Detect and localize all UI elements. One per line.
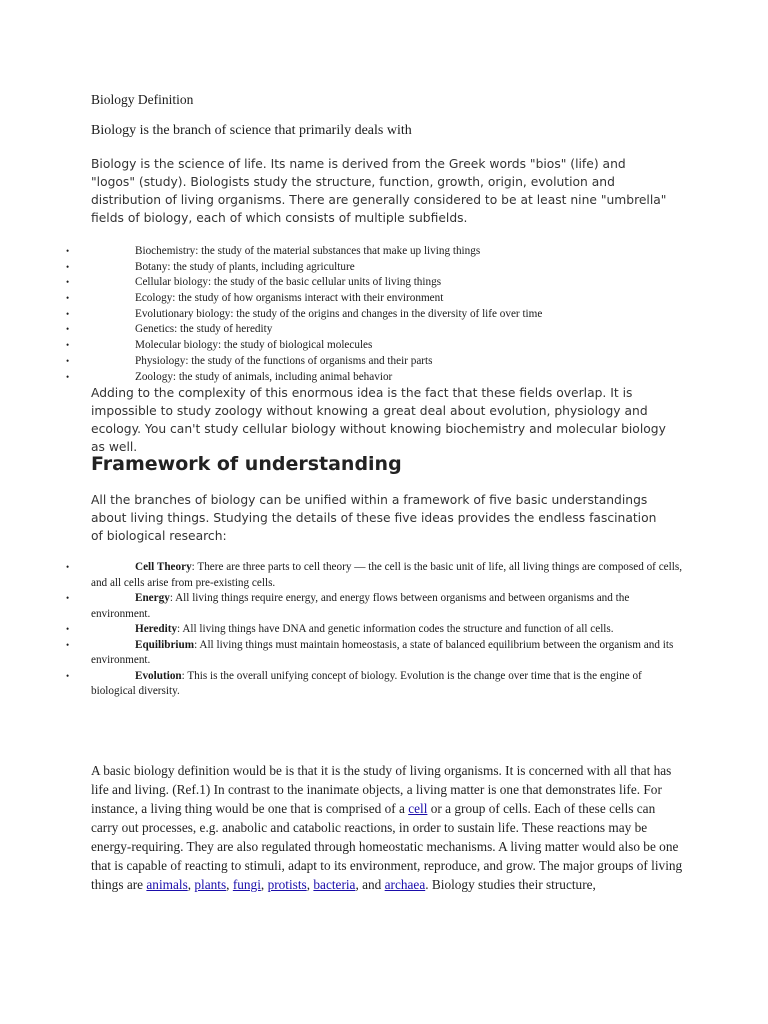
paragraph-text: A basic biology definition would be is that it is the study of living organisms. It is concerned with all that has life and living. (Ref.1) In contrast to the inanimate objects, a living matter is one that demonstrates life. For instance, a living thing would be one that is comprised of a (91, 763, 672, 816)
list-item (0, 338, 768, 354)
basic-definition-paragraph (91, 761, 683, 894)
understanding-term: Evolution (135, 669, 182, 682)
list-item (0, 291, 768, 307)
fungi-link[interactable]: fungi (232, 877, 261, 892)
understanding-term: Equilibrium (135, 638, 195, 651)
separator-text: , (226, 877, 233, 892)
field-text: Physiology: the study of the functions of organisms and their parts (135, 354, 433, 367)
plants-link[interactable]: plants (194, 877, 227, 892)
cell-link[interactable]: cell (408, 801, 428, 816)
list-item (0, 244, 768, 260)
understanding-text: : All living things require energy, and energy flows between organisms and between organisms and the environment. (91, 592, 630, 620)
intro-paragraph: Biology is the science of life. Its name is derived from the Greek words "bios" (life) and "logos" (study). Biologists study the structure, function, growth, origin, evolution and distribution of living organisms. There are generally considered to be at least nine "umbrella" fields of biology, each of which consists of multiple subfields. (91, 157, 667, 225)
document-title: Biology Definition (91, 92, 194, 107)
bullet-icon: • (66, 593, 70, 603)
understanding-text: : All living things have DNA and genetic information codes the structure and function of all cells. (177, 623, 614, 635)
list-item (0, 669, 768, 700)
field-text: Ecology: the study of how organisms interact with their environment (135, 292, 444, 305)
list-item (0, 322, 768, 338)
bullet-icon: • (66, 308, 70, 319)
list-item (0, 370, 768, 386)
fields-list (0, 244, 768, 385)
separator-text: , and (355, 877, 385, 892)
bullet-icon: • (66, 324, 70, 335)
list-item (0, 307, 768, 323)
list-item (0, 560, 768, 591)
separator-text: , (306, 877, 314, 892)
bullet-icon: • (66, 355, 70, 366)
bullet-icon: • (66, 562, 70, 572)
understanding-text: : This is the overall unifying concept of biology. Evolution is the change over time that is the engine of biological diversity. (91, 669, 642, 697)
separator-text: , (260, 877, 268, 892)
field-text: Biochemistry: the study of the material substances that make up living things (135, 245, 481, 257)
document-subtitle: Biology is the branch of science that primarily deals with (91, 123, 412, 138)
list-item (0, 260, 768, 276)
bullet-icon: • (66, 371, 70, 382)
list-item (0, 622, 768, 638)
bullet-icon: • (66, 293, 70, 304)
field-text: Botany: the study of plants, including agriculture (135, 260, 355, 273)
understanding-term: Energy (135, 592, 170, 604)
understanding-term: Heredity (135, 623, 178, 635)
list-item (0, 638, 768, 669)
bullet-icon: • (66, 340, 70, 351)
list-item (0, 354, 768, 370)
bullet-icon: • (66, 261, 70, 272)
separator-text: , (187, 877, 195, 892)
understanding-text: : All living things must maintain homeostasis, a state of balanced equilibrium between the organism and its environment. (91, 638, 674, 666)
list-item (0, 275, 768, 291)
field-text: Molecular biology: the study of biological molecules (135, 339, 373, 352)
bacteria-link[interactable]: bacteria (313, 877, 356, 892)
overlap-paragraph: Adding to the complexity of this enormous idea is the fact that these fields overlap. It is impossible to study zoology without knowing a great deal about evolution, physiology and ecology. You can't study cellular biology without knowing biochemistry and molecular biology as well. (91, 386, 666, 454)
field-text: Cellular biology: the study of the basic cellular units of living things (135, 276, 442, 289)
field-text: Zoology: the study of animals, including animal behavior (135, 370, 393, 383)
bullet-icon: • (66, 639, 70, 650)
field-text: Evolutionary biology: the study of the origins and changes in the diversity of life over time (135, 307, 543, 320)
paragraph-text: or a group of cells. Each of these cells can carry out processes, e.g. anabolic and catabolic reactions, in order to sustain life. These reactions may be energy-requiring. They are also regulated through homeostatic mechanisms. A living matter would also be one that is capable of reacting to stimuli, adapt to its environment, reproduce, and grow. The major groups of living things are (91, 801, 683, 892)
bullet-icon: • (66, 670, 70, 681)
understandings-list (0, 560, 768, 700)
list-item (0, 591, 768, 622)
archaea-link[interactable]: archaea (384, 877, 426, 892)
field-text: Genetics: the study of heredity (135, 323, 273, 336)
framework-heading: Framework of understanding (91, 453, 402, 475)
bullet-icon: • (66, 624, 70, 634)
understanding-text: : There are three parts to cell theory — the cell is the basic unit of life, all living things are composed of cells, and all cells arise from pre-existing cells. (91, 561, 683, 589)
protists-link[interactable]: protists (267, 877, 307, 892)
paragraph-text: . Biology studies their structure, (425, 877, 596, 892)
understanding-term: Cell Theory (135, 561, 192, 573)
animals-link[interactable]: animals (146, 877, 188, 892)
framework-intro: All the branches of biology can be unified within a framework of five basic understandings about living things. Studying the details of these five ideas provides the endless fascination of biological research: (91, 493, 657, 543)
bullet-icon: • (66, 277, 70, 288)
bullet-icon: • (66, 246, 70, 256)
